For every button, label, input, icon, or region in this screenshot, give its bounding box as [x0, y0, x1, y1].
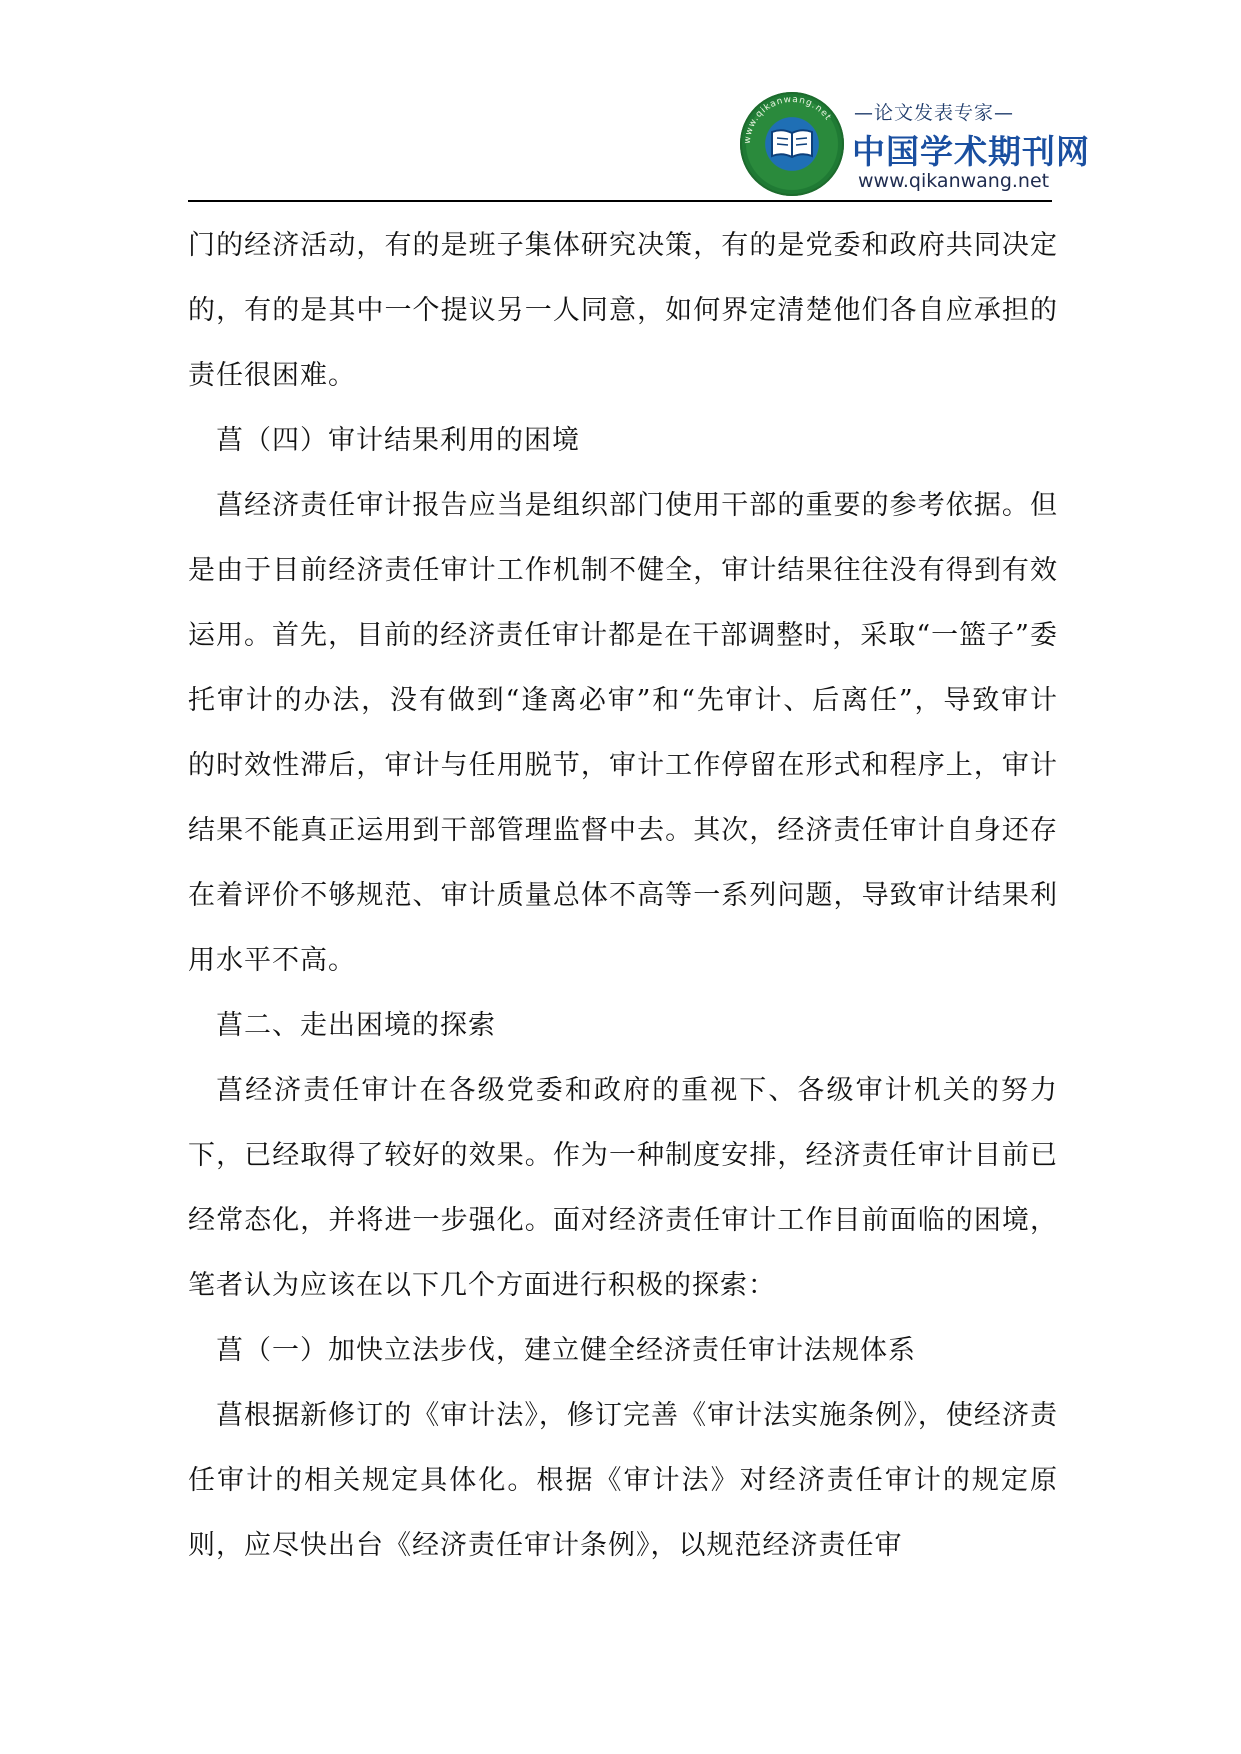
paragraph-continuation: 门的经济活动，有的是班子集体研究决策，有的是党委和政府共同决定的，有的是其中一个提议另一人同意，如何界定清楚他们各自应承担的责任很困难。: [188, 230, 1058, 391]
logo-tagline: —论文发表专家—: [854, 102, 1015, 124]
document-body: [188, 213, 1058, 1578]
paragraph: 菖经济责任审计报告应当是组织部门使用干部的重要的参考依据。但是由于目前经济责任审计工作机制不健全，审计结果往往没有得到有效运用。首先，目前的经济责任审计都是在干部调整时，采取“一篮子”委托审计的办法，没有做到“逢离必审”和“先审计、后离任”，导致审计的时效性滞后，审计与任用脱节，审计工作停留在形式和程序上，审计结果不能真正运用到干部管理监督中去。其次，经济责任审计自身还存在着评价不够规范、审计质量总体不高等一系列问题，导致审计结果利用水平不高。: [188, 490, 1058, 976]
paragraph: 菖经济责任审计在各级党委和政府的重视下、各级审计机关的努力下，已经取得了较好的效果。作为一种制度安排，经济责任审计目前已经常态化，并将进一步强化。面对经济责任审计工作目前面临的困境，笔者认为应该在以下几个方面进行积极的探索：: [188, 1075, 1058, 1301]
header-divider: [188, 200, 1052, 202]
subsection-heading-1: 菖（一）加快立法步伐，建立健全经济责任审计法规体系: [216, 1335, 916, 1366]
logo-url[interactable]: www.qikanwang.net: [858, 170, 1050, 192]
logo-emblem: [740, 92, 844, 196]
book-icon: [770, 128, 814, 160]
logo-name: 中国学术期刊网: [852, 132, 1090, 171]
paragraph: 菖根据新修订的《审计法》，修订完善《审计法实施条例》，使经济责任审计的相关规定具体化。根据《审计法》对经济责任审计的规定原则，应尽快出台《经济责任审计条例》，以规范经济责任审: [188, 1400, 1058, 1561]
svg-text:www.qikanwang.net: www.qikanwang.net: [742, 94, 834, 145]
section-heading-4: 菖（四）审计结果利用的困境: [216, 425, 580, 456]
section-heading-2: 菖二、走出困境的探索: [216, 1010, 496, 1041]
site-logo[interactable]: [740, 88, 1090, 200]
